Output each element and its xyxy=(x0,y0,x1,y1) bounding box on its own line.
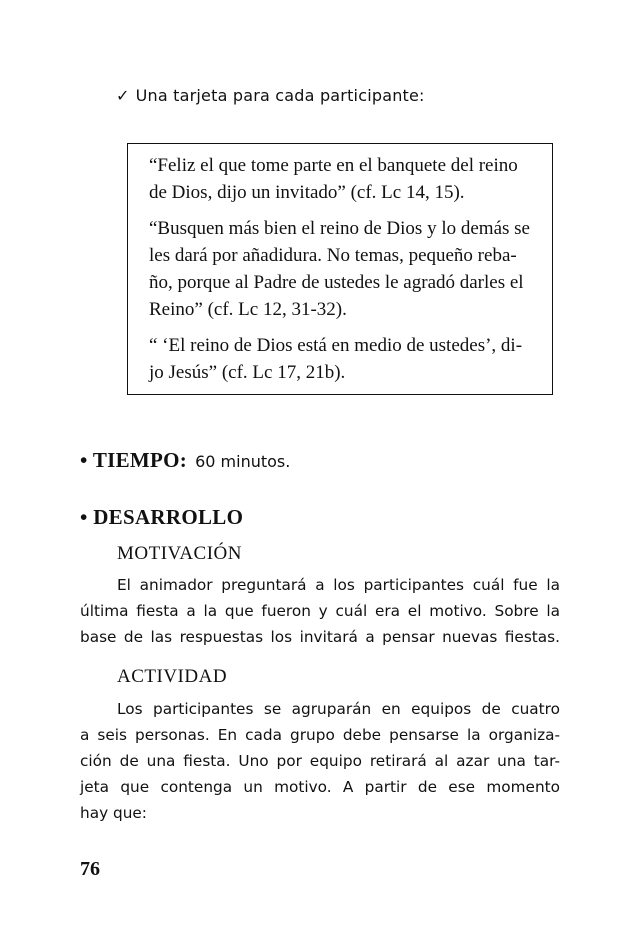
checkmark-icon: ✓ xyxy=(116,86,130,105)
quote-line: les dará por añadidura. No temas, pequeño reba- xyxy=(149,245,517,266)
desarrollo-label: • DESARROLLO xyxy=(80,505,244,529)
tiempo-label: • TIEMPO: xyxy=(80,448,188,472)
motivacion-heading: MOTIVACIÓN xyxy=(117,543,242,564)
actividad-heading: ACTIVIDAD xyxy=(117,666,228,687)
quote-3 xyxy=(149,332,539,386)
desarrollo-section xyxy=(80,505,243,530)
quote-1 xyxy=(149,152,539,206)
quote-line: “Feliz el que tome parte en el banquete del reino xyxy=(149,155,518,176)
paragraph-line: jeta que contenga un motivo. A partir de ese momento xyxy=(80,778,560,796)
tiempo-section xyxy=(80,448,290,473)
quote-line: “Busquen más bien el reino de Dios y lo demás se xyxy=(149,218,530,239)
quote-line: jo Jesús” (cf. Lc 17, 21b). xyxy=(149,362,346,383)
quote-2 xyxy=(149,215,539,323)
actividad-paragraph xyxy=(80,696,560,826)
quote-box xyxy=(127,143,553,395)
page-number: 76 xyxy=(80,858,100,880)
checklist-text: Una tarjeta para cada participante: xyxy=(135,86,425,105)
motivacion-paragraph xyxy=(80,572,560,650)
paragraph-line: El animador preguntará a los participantes cuál fue la xyxy=(117,576,560,594)
paragraph-line: Los participantes se agruparán en equipos de cuatro xyxy=(117,700,560,718)
paragraph-line: última fiesta a la que fueron y cuál era el motivo. Sobre la xyxy=(80,602,560,620)
paragraph-line: hay que: xyxy=(80,804,147,822)
tiempo-value: 60 minutos. xyxy=(195,452,291,471)
quote-line: ño, porque al Padre de ustedes le agradó darles el xyxy=(149,272,524,293)
paragraph-line: base de las respuestas los invitará a pensar nuevas fiestas. xyxy=(80,628,560,646)
quote-line: de Dios, dijo un invitado” (cf. Lc 14, 15). xyxy=(149,182,465,203)
quote-line: Reino” (cf. Lc 12, 31-32). xyxy=(149,299,347,320)
paragraph-line: ción de una fiesta. Uno por equipo retirará al azar una tar- xyxy=(80,752,560,770)
paragraph-line: a seis personas. En cada grupo debe pensarse la organiza- xyxy=(80,726,560,744)
quote-line: “ ‘El reino de Dios está en medio de ustedes’, di- xyxy=(149,335,523,356)
checklist-item xyxy=(116,86,425,105)
